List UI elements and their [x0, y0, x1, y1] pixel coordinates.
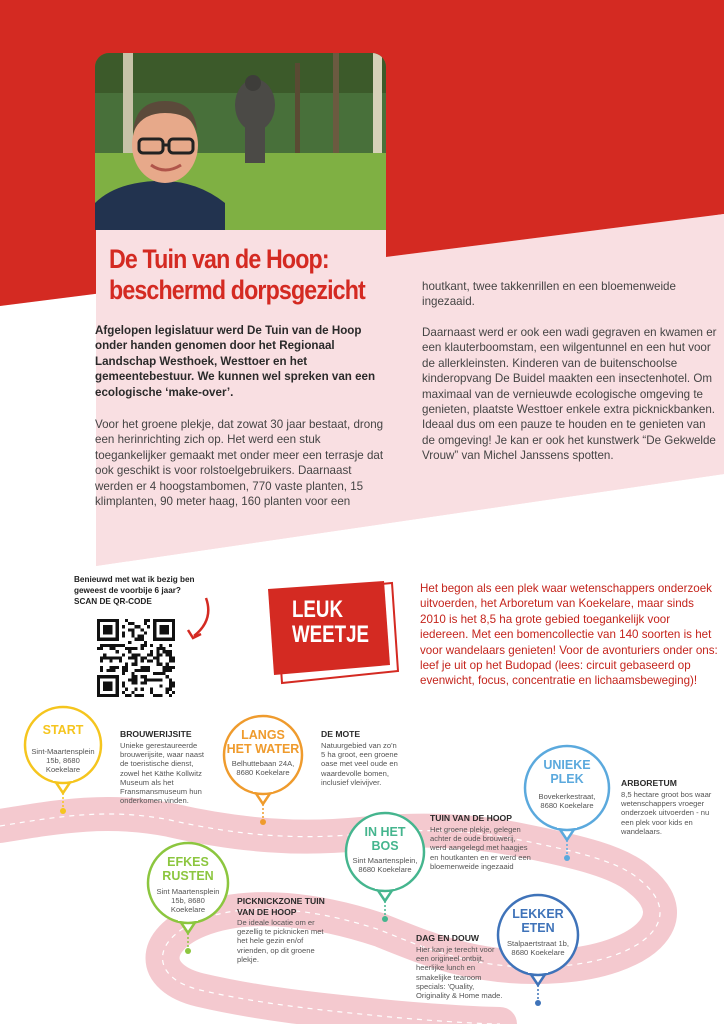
route-pin-title-line2: ETEN	[521, 921, 555, 935]
portrait-photo	[95, 53, 386, 230]
route-pin-title-line2: PLEK	[550, 772, 584, 786]
article-title-line2: beschermd dorpsgezicht	[109, 275, 365, 305]
article-intro: Afgelopen legislatuur werd De Tuin van de Hoop onder handen genomen door het Regionaal Landschap Westhoek, Westtoer en het gemeentebestuur. We kunnen wel spreken van een ecologische ‘make-over’.	[95, 324, 376, 399]
route-stop-description: 8,5 hectare groot bos waar wetenschappers vroeger onderzoek uitvoerden - nu een plek voor kids en wandelaars.	[621, 790, 712, 836]
route-pin-title-line2: HET WATER	[226, 742, 300, 756]
route-stop-description: Hier kan je terecht voor een origineel ontbijt, heerlijke lunch en smakelijke tearoom specials: 'Quality, Originality & Home made.	[416, 945, 503, 1001]
route-pin-label	[498, 907, 578, 935]
article-title	[109, 244, 365, 306]
article-title-line1: De Tuin van de Hoop:	[109, 244, 329, 274]
article-paragraph-3: Daarnaast werd er ook een wadi gegraven en kwamen er een klauterboomstam, een wilgentunnel en een hut voor de allerkleinsten. Kinderen van de buitenschoolse kinderopvang De Buidel maakten een insectenhotel. Om maximaal van de vernieuwde ecologische omgeving te genieten, plaatste Westtoer enkele extra picknickbanken. Ideaal dus om een pauze te houden en te genieten van de omgeving! Je kan er ook het kunstwerk “De Gekwelde Vrouw” van Michel Janssens spotten.	[422, 326, 717, 463]
route-pin-title-line1: LEKKER	[512, 907, 564, 921]
route-pin-title-line2: RUSTEN	[162, 869, 214, 883]
route-stop-title: DE MOTE	[321, 729, 361, 739]
qr-code[interactable]	[97, 619, 175, 697]
route-pin-address: Sint-Maartensplein 15b, 8680 Koekelare	[31, 747, 95, 774]
route-stop-description: Het groene plekje, gelegen achter de oude brouwerij, werd aangelegd met haagjes en houtkanten en er werd een bloemenweide ingezaaid	[430, 825, 531, 871]
weetje-text: Het begon als een plek waar wetenschappers onderzoek uitvoerden, het Arboretum van Koekelare, maar sinds 2010 is het 8,5 ha grote gebied toegankelijk voor iedereen. Met een bomencollectie van 140 soorten is het voor wandelaars genieten! Voor de avonturiers onder ons: leef je uit op het Budopad (lees: circuit gebaseerd op evenwicht, focus, concentratie en lichaamsbeweging)!	[420, 582, 718, 688]
route-pin-label	[148, 855, 228, 883]
badge-line2: WEETJE	[292, 621, 369, 648]
route-pin-label	[525, 758, 609, 786]
badge-line1: LEUK	[292, 596, 343, 623]
route-pin-address: Sint Maartensplein 15b, 8680 Koekelare	[156, 887, 220, 914]
qr-caption-line3: SCAN DE QR-CODE	[74, 597, 152, 606]
route-stop-description: De ideale locatie om er gezellig te picknicken met het hele gezin en/of vrienden, op dit groene plekje.	[237, 918, 324, 964]
route-stop-title: ARBORETUM	[621, 778, 677, 788]
route-stop-title: TUIN VAN DE HOOP	[430, 813, 512, 823]
route-pin-title-line1: START	[42, 723, 84, 737]
article-paragraph-2: houtkant, twee takkenrillen en een bloemenweide ingezaaid.	[422, 280, 676, 309]
route-pin-label	[25, 723, 101, 737]
article-paragraph-1: Voor het groene plekje, dat zowat 30 jaar bestaat, drong een herinrichting zich op. Het werd een stuk toegankelijker gemaakt met onder meer een terrasje dat ook geschikt is voor rolstoelgebruikers. Daarnaast werden er 4 hoogstambomen, 770 vaste planten, 15 klimplanten, 90 meter haag, 160 planten voor een	[95, 418, 384, 509]
route-stop-title: BROUWERIJSITE	[120, 729, 192, 739]
route-stop-description: Natuurgebied van zo'n 5 ha groot, een groene oase met veel oude en waardevolle bomen, inclusief vleivijver.	[321, 741, 398, 787]
route-pin-label	[346, 825, 424, 853]
route-pin-title-line1: UNIEKE	[543, 758, 591, 772]
route-pin-address: Sint Maartensplein, 8680 Koekelare	[352, 856, 418, 874]
arrow-icon	[180, 596, 214, 644]
route-pin-title-line1: EFKES	[167, 855, 209, 869]
leuk-weetje-text	[292, 596, 369, 648]
route-stop-description: Unieke gerestaureerde brouwerijsite, waar naast de toeristische dienst, zowel het Käthe Kollwitz Museum als het Fransmansmuseum hun onderkomen vinden.	[120, 741, 204, 806]
route-stop-title: PICKNICKZONE TUIN VAN DE HOOP	[237, 896, 325, 917]
route-pin-title-line1: IN HET	[364, 825, 406, 839]
route-pin-address: Belhuttebaan 24A, 8680 Koekelare	[231, 759, 295, 777]
route-pin-title-line2: BOS	[371, 839, 399, 853]
route-pin-title-line1: LANGS	[241, 728, 285, 742]
route-pin-address: Bovekerkestraat, 8680 Koekelare	[538, 792, 596, 810]
route-pin-label	[224, 728, 302, 756]
route-pin-address: Stalpaertstraat 1b, 8680 Koekelare	[506, 939, 570, 957]
qr-caption-line1: Benieuwd met wat ik bezig ben	[74, 575, 195, 584]
route-stop-title: DAG EN DOUW	[416, 933, 480, 943]
qr-caption-line2: geweest de voorbije 6 jaar?	[74, 586, 181, 595]
